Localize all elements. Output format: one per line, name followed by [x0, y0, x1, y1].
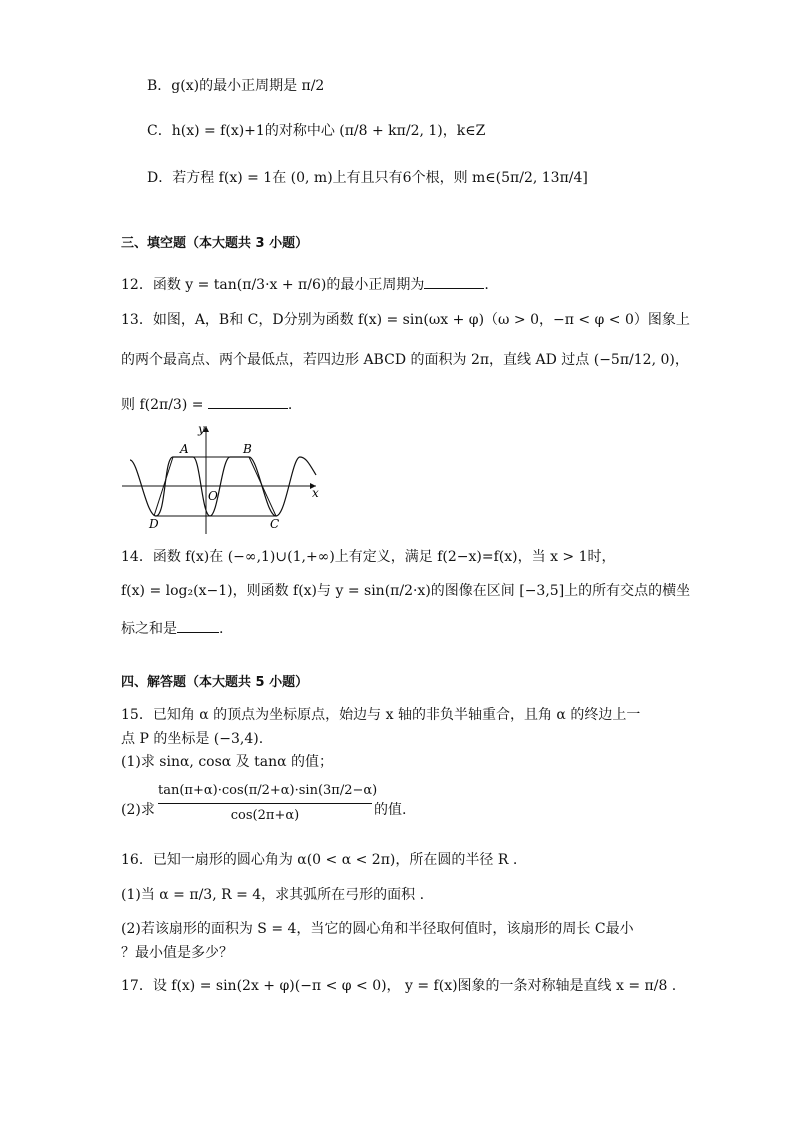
label-b: B: [243, 442, 252, 456]
option-b: B．g(x)的最小正周期是 π/2: [147, 78, 325, 94]
fraction-numerator: tan(π+α)·cos(π/2+α)·sin(3π/2−α): [158, 783, 378, 798]
section-heading-solutions: 四、解答题（本大题共 5 小题）: [121, 675, 309, 690]
question-15-part-2-suffix: 的值.: [374, 802, 407, 818]
label-d: D: [149, 517, 159, 531]
question-12: 12．函数 y = tan(π/3·x + π/6)的最小正周期为 .: [121, 274, 489, 295]
answer-blank-13: [208, 394, 288, 409]
label-y: y: [198, 422, 205, 436]
question-15-line-2: 点 P 的坐标是 (−3,4).: [121, 731, 264, 747]
question-14-line-1: 14．函数 f(x)在 (−∞,1)∪(1,+∞)上有定义，满足 f(2−x)=f(x)，当 x > 1时，: [121, 549, 616, 565]
question-12-text: 12．函数 y = tan(π/3·x + π/6)的最小正周期为: [121, 277, 425, 293]
question-16-part-2-line-2: ？最小值是多少？: [121, 945, 233, 961]
question-13-line-2: 的两个最高点、两个最低点，若四边形 ABCD 的面积为 2π，直线 AD 过点 (−5π/12, 0)，: [121, 352, 689, 368]
question-16-line-1: 16．已知一扇形的圆心角为 α(0 < α < 2π)，所在圆的半径 R .: [121, 852, 518, 868]
sine-graph-figure: [118, 420, 324, 536]
option-c: C．h(x) = f(x)+1的对称中心 (π/8 + kπ/2, 1)，k∈Z: [147, 123, 486, 139]
question-13-line-1: 13．如图，A，B和 C，D分别为函数 f(x) = sin(ωx + φ)（ω > 0，−π < φ < 0）图象上: [121, 312, 690, 328]
question-16-part-2-line-1: (2)若该扇形的面积为 S = 4，当它的圆心角和半径取何值时，该扇形的周长 C最小: [121, 921, 634, 937]
label-o: O: [208, 489, 218, 503]
question-13-text: 则 f(2π/3) =: [121, 397, 204, 413]
answer-blank-12: [424, 274, 484, 289]
fraction-denominator: cos(2π+α): [230, 808, 300, 823]
question-15-line-1: 15．已知角 α 的顶点为坐标原点，始边与 x 轴的非负半轴重合，且角 α 的终边上一: [121, 707, 641, 723]
question-14-line-3: 标之和是 .: [121, 618, 223, 639]
answer-blank-14: [177, 618, 219, 633]
label-c: C: [270, 517, 280, 531]
fraction-bar: [158, 803, 372, 804]
question-14-text: 标之和是: [121, 621, 177, 637]
question-15-part-2-prefix: (2)求: [121, 802, 155, 818]
question-17: 17．设 f(x) = sin(2x + φ)(−π < φ < 0)， y = f(x)图象的一条对称轴是直线 x = π/8 .: [121, 978, 677, 994]
fraction-expression: [158, 781, 378, 826]
label-x: x: [312, 486, 319, 500]
question-14-line-2: f(x) = log₂(x−1)，则函数 f(x)与 y = sin(π/2·x)的图像在区间 [−3,5]上的所有交点的横坐: [121, 583, 691, 599]
question-16-part-1: (1)当 α = π/3, R = 4，求其弧所在弓形的面积 .: [121, 887, 425, 903]
label-a: A: [180, 442, 189, 456]
section-heading-fill-in: 三、填空题（本大题共 3 小题）: [121, 236, 309, 251]
question-13-line-3: 则 f(2π/3) = .: [121, 394, 292, 415]
option-d: D．若方程 f(x) = 1在 (0, m)上有且只有6个根，则 m∈(5π/2, 13π/4]: [147, 170, 588, 186]
question-15-part-1: (1)求 sinα, cosα 及 tanα 的值；: [121, 754, 334, 770]
